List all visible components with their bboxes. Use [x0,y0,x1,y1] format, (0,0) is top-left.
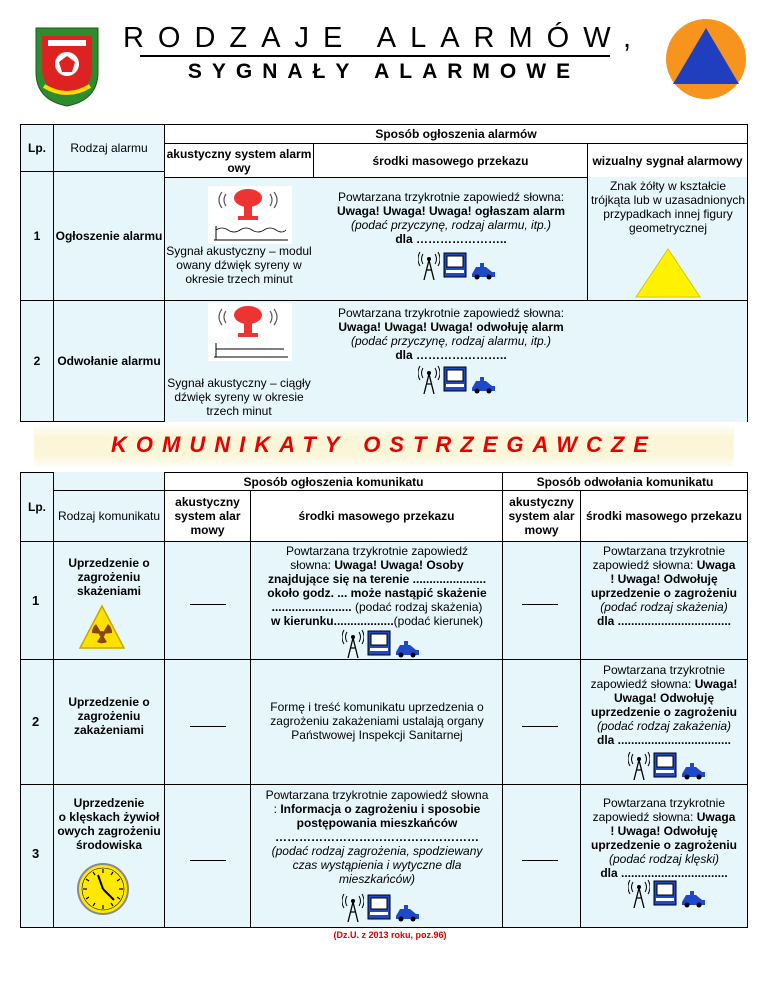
kom-row-1-media: Powtarzana trzykrotnie zapowiedź słowna: Uwaga! Uwaga! Osoby znajdujące się na terenie ...................... około godz. ... może nastąpić skażenie ........................ (podać rodzaj skażenia) w kierunku..................(podać kierunek) [267,544,487,628]
media-icons [342,892,420,927]
kom-row-2-lp: 2 [32,714,40,729]
kom-row-1-lp: 1 [32,593,40,608]
tv-screen-icon [443,366,467,399]
media-icons [628,878,706,913]
kom-col-acoustic2: akustyczny system alar mowy [502,490,581,542]
alarms-col-visual: wizualny sygnał alarmowy [587,143,748,178]
kom-row-1-type: Uprzedzenie o zagrożeniu skażeniami [68,556,150,598]
tv-screen-icon [443,252,467,285]
alarm-row-1-acoustic: Sygnał akustyczny – modul owany dźwięk syreny w okresie trzech minut [166,244,312,286]
legal-reference: (Dz.U. z 2013 roku, poz.96) [333,930,447,940]
radio-tower-icon [418,250,440,285]
yellow-triangle-icon [635,248,701,298]
kom-row-3-acoustic2-dash [522,860,558,861]
media-icons [418,250,496,285]
radio-tower-icon [628,750,650,785]
alarm-row-1-lp: 1 [20,171,54,301]
alarms-header-main: Sposób ogłoszenia alarmów [164,124,748,144]
kom-row-2-cancel: Powtarzana trzykrotnie zapowiedź słowna: Uwaga! Uwaga! Odwołuję uprzedzenie o zagrożeniu (podać rodzaj zakażenia) dla .................................. [590,663,738,747]
kom-row-1-acoustic-dash [190,604,226,605]
kom-header-cancel: Sposób odwołania komunikatu [502,472,748,491]
tv-screen-icon [653,752,677,785]
alarms-col-acoustic: akustyczny system alarm owy [164,143,314,178]
alarms-col-media: środki masowego przekazu [313,143,588,178]
alarm-row-2-acoustic: Sygnał akustyczny – ciągły dźwięk syreny w okresie trzech minut [167,376,311,418]
media-icons [418,364,496,399]
radio-tower-icon [342,892,364,927]
alarm-row-1-media: Powtarzana trzykrotnie zapowiedź słowna: Uwaga! Uwaga! Uwaga! ogłaszam alarm (podać przyczynę, rodzaj alarmu, itp.) dla ………………….. [336,190,566,246]
media-icons [342,628,420,663]
kom-col-type: Rodzaj komunikatu [53,490,165,542]
kom-header-announce: Sposób ogłoszenia komunikatu [164,472,503,491]
alarm-row-2-type: Odwołanie alarmu [53,300,165,422]
kom-col-media: środki masowego przekazu [250,490,503,542]
kom-row-3-type: Uprzedzenie o klęskach żywioł owych zagrożeniu środowiska [57,796,161,852]
loudspeaker-car-icon [680,890,706,913]
alarm-row-1-visual: Znak żółty w kształcie trójkąta lub w uzasadnionych przypadkach innej figury geometrycznej [590,179,746,235]
media-icons [628,750,706,785]
loudspeaker-car-icon [394,904,420,927]
alarm-row-2-lp: 2 [20,300,54,422]
loudspeaker-car-icon [394,640,420,663]
komunikaty-title: KOMUNIKATY OSTRZEGAWCZE [111,432,657,457]
siren-continuous-icon [208,303,292,361]
alarms-col-type: Rodzaj alarmu [53,124,165,172]
kom-row-3-cancel: Powtarzana trzykrotnie zapowiedź słowna: Uwaga ! Uwaga! Odwołuję uprzedzenie o zagrożeniu (podać rodzaj klęski) dla ................................ [590,796,737,880]
tv-screen-icon [653,880,677,913]
kom-row-2-type: Uprzedzenie o zagrożeniu zakażeniami [68,695,150,737]
kom-col-media2: środki masowego przekazu [580,490,748,542]
tv-screen-icon [367,630,391,663]
loudspeaker-car-icon [680,762,706,785]
kom-row-1-acoustic2-dash [522,604,558,605]
alarms-col-lp: Lp. [20,124,54,172]
kom-row-3-acoustic-dash [190,860,226,861]
alarm-row-2-media: Powtarzana trzykrotnie zapowiedź słowna: Uwaga! Uwaga! Uwaga! odwołuję alarm (podać przyczynę, rodzaj alarmu, itp.) dla ………………….. [337,306,565,362]
kom-row-1-cancel: Powtarzana trzykrotnie zapowiedź słowna: Uwaga ! Uwaga! Odwołuję uprzedzenie o zagrożeniu (podać rodzaj skażenia) dla .................................. [590,544,737,628]
alarm-row-1-type: Ogłoszenie alarmu [53,171,165,301]
kom-row-2-acoustic-dash [190,726,226,727]
kom-row-3-lp: 3 [32,846,40,861]
kom-row-2-acoustic2-dash [522,726,558,727]
radio-tower-icon [342,628,364,663]
page-subtitle: SYGNAŁY ALARMOWE [187,60,581,83]
radio-tower-icon [418,364,440,399]
loudspeaker-car-icon [470,262,496,285]
clock-icon [76,862,130,916]
radiation-hazard-icon [78,604,126,650]
radio-tower-icon [628,878,650,913]
title-underline [140,55,610,57]
kom-col-lp: Lp. [20,472,54,542]
kom-row-2-media: Formę i treść komunikatu uprzedzenia o zagrożeniu zakażeniami ustalają organy Państwowej Inspekcji Sanitarnej [270,700,484,742]
page-title: RODZAJE ALARMÓW, [122,22,646,54]
kom-row-3-media: Powtarzana trzykrotnie zapowiedź słowna : Informacja o zagrożeniu i sposobie postępowania mieszkańców …………………………………………… (podać rodzaj zagrożenia, spodziewany czas wystąpienia i wytyczne dla mieszkańców) [265,788,489,886]
siren-modulated-icon [208,186,292,244]
tv-screen-icon [367,894,391,927]
loudspeaker-car-icon [470,376,496,399]
kom-col-acoustic: akustyczny system alar mowy [164,490,251,542]
civil-defense-logo [665,18,747,100]
